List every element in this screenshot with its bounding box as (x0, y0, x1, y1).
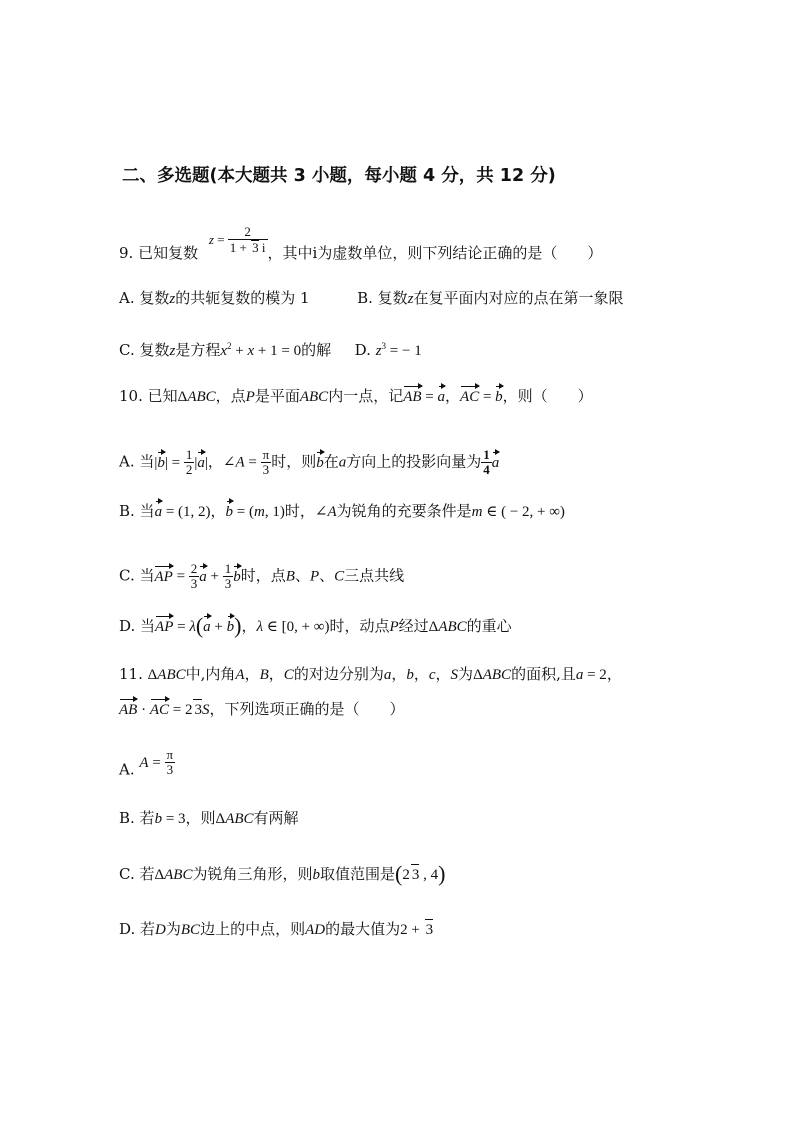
question-9-options-cd: C. 复数z是方程$x^2 + x + 1 = 0$的解 D. $z^3$ = − 1 (119, 341, 422, 359)
question-11-option-a: A. A = $\frac{\pi}{3}$ (119, 747, 174, 779)
question-11-stem-cont: AB · AC = 2 3S，下列选项正确的是（ ） (119, 700, 405, 718)
question-10-option-c: C. 当AP = $\frac{2}{3}$ a + $\frac{1}{3}$ b时，点B、P、C三点共线 (119, 561, 405, 591)
question-10-option-a: A. 当|b| = $\frac{1}{2}$ |a|，∠A = $\frac{\pi}{3}$ 时，则b在a方向上的投影向量为 $\frac{1}{4}$ a (119, 447, 500, 477)
question-10-option-d: D. 当AP = λ(a + b)，λ ∈ [0, + ∞)时，动点P经过ΔABC的重心 (119, 613, 512, 638)
question-10-stem: 10. 已知ΔABC，点P是平面ABC内一点，记AB = a，AC = b，则（ ） (119, 387, 593, 405)
question-11-option-d: D. 若D为BC边上的中点，则AD的最大值为2 + 3 (119, 920, 434, 938)
question-11-option-b: B. 若b = 3，则ΔABC有两解 (119, 809, 299, 827)
question-11-stem: 11. ΔABC中,内角A，B，C的对边分别为a，b，c，S为ΔABC的面积,且a = 2， (119, 665, 622, 683)
question-10-option-b: B. 当a = (1, 2)，b = (m, 1)时，∠A为锐角的充要条件是m ∈ ( − 2, + ∞) (119, 502, 565, 520)
question-9-options-ab: A. 复数z的共轭复数的模为 1 B. 复数z在复平面内对应的点在第一象限 (119, 289, 624, 307)
math-z-fraction: z = $\frac{2}{1 + 3 i}$ (208, 224, 266, 255)
question-9-stem: 9. 已知复数 z = $\frac{2}{1 + 3 i}$ ，其中i为虚数单位，则下列结论正确的是（ ） (119, 224, 603, 262)
section-heading: 二、多选题(本大题共 3 小题，每小题 4 分，共 12 分) (122, 166, 556, 186)
question-11-option-c: C. 若ΔABC为锐角三角形，则b取值范围是(2 3 , 4) (119, 861, 446, 886)
